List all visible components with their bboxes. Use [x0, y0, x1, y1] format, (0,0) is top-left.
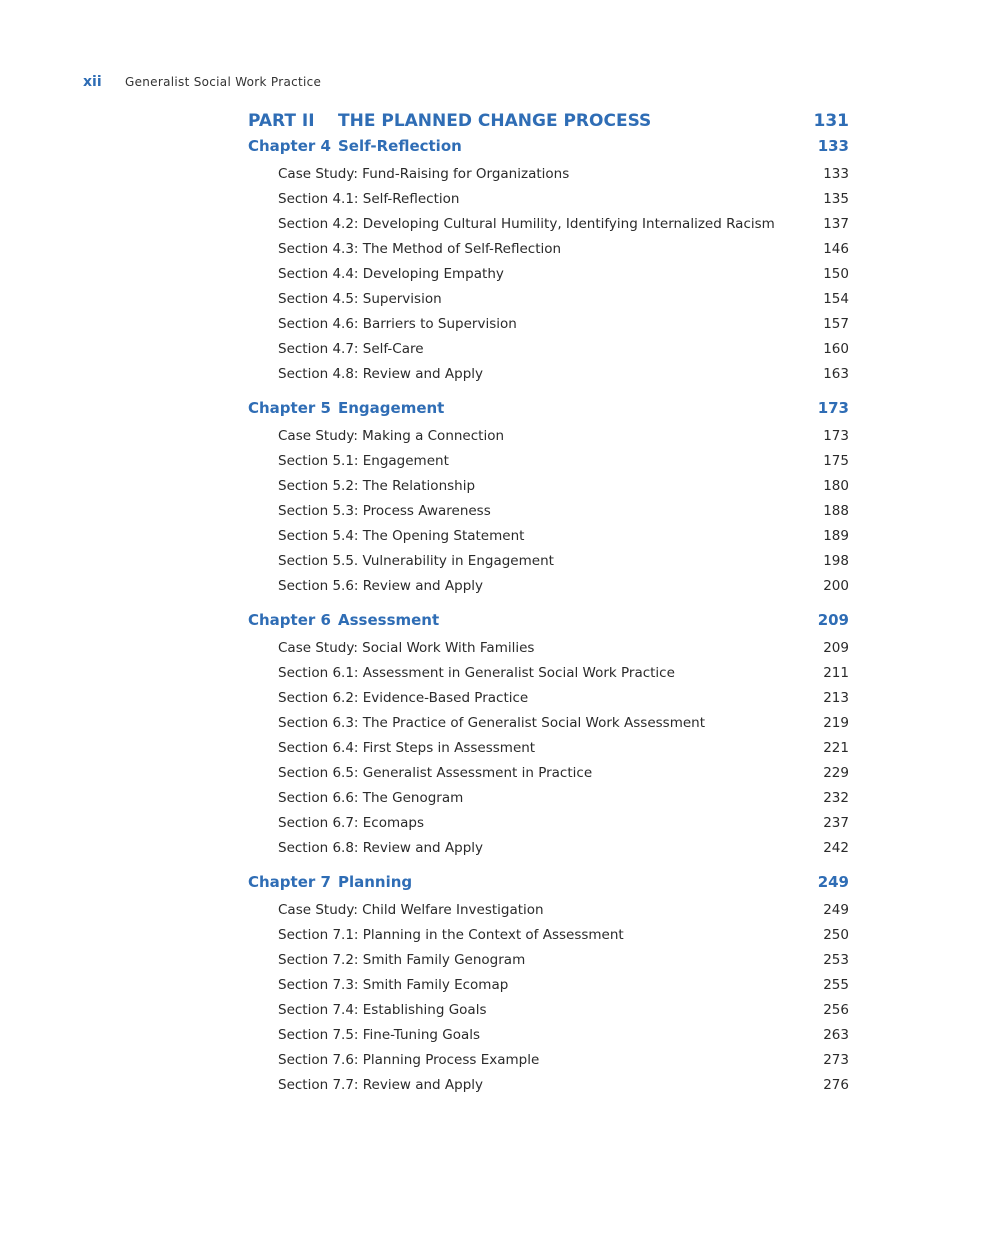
- toc-entry: [248, 341, 849, 366]
- toc-entry-title: Section 7.1: Planning in the Context of Assessment: [278, 927, 624, 943]
- chapter-title: Self-Reflection: [338, 137, 462, 155]
- toc-entry-title: Section 4.3: The Method of Self-Reflection: [278, 241, 562, 257]
- toc-entry: [248, 166, 849, 191]
- toc-entry: [248, 266, 849, 291]
- toc-entry: [248, 690, 849, 715]
- toc-entry: [248, 1002, 849, 1027]
- section-list: [248, 900, 849, 1102]
- toc-entry: [248, 291, 849, 316]
- toc-entry-page-number: 263: [823, 1027, 849, 1043]
- toc-entry: [248, 927, 849, 952]
- toc-entry-page-number: 135: [823, 191, 849, 207]
- toc-entry-page-number: 173: [823, 428, 849, 444]
- toc-entry-page-number: 211: [823, 665, 849, 681]
- toc-entry-page-number: 200: [823, 578, 849, 594]
- toc-entry-title: Section 5.5. Vulnerability in Engagement: [278, 553, 554, 569]
- toc-entry: [248, 428, 849, 453]
- chapter-page-number: 133: [817, 137, 849, 155]
- toc-entry-page-number: 253: [823, 952, 849, 968]
- book-title: Generalist Social Work Practice: [125, 75, 322, 89]
- part-heading: [248, 111, 849, 137]
- toc-entry-title: Case Study: Child Welfare Investigation: [278, 902, 544, 918]
- toc-entry-page-number: 213: [823, 690, 849, 706]
- section-list: [248, 426, 849, 603]
- toc-entry-title: Case Study: Making a Connection: [278, 428, 505, 444]
- toc-entry-title: Section 6.7: Ecomaps: [278, 815, 424, 831]
- chapter-heading: [248, 399, 849, 426]
- toc-entry-title: Section 7.2: Smith Family Genogram: [278, 952, 526, 968]
- toc-entry-title: Section 4.1: Self-Reflection: [278, 191, 460, 207]
- table-of-contents: [248, 111, 849, 1102]
- toc-entry-page-number: 229: [823, 765, 849, 781]
- chapter-heading: [248, 611, 849, 638]
- toc-entry: [248, 902, 849, 927]
- toc-entry-title: Section 5.3: Process Awareness: [278, 503, 491, 519]
- toc-entry-title: Section 6.5: Generalist Assessment in Practice: [278, 765, 593, 781]
- toc-entry-page-number: 232: [823, 790, 849, 806]
- toc-entry-page-number: 175: [823, 453, 849, 469]
- toc-entry-title: Section 7.3: Smith Family Ecomap: [278, 977, 509, 993]
- toc-entry-page-number: 256: [823, 1002, 849, 1018]
- toc-entry-title: Section 5.4: The Opening Statement: [278, 528, 525, 544]
- toc-entry: [248, 840, 849, 865]
- part-title: THE PLANNED CHANGE PROCESS: [338, 111, 652, 131]
- toc-entry-page-number: 180: [823, 478, 849, 494]
- toc-entry: [248, 503, 849, 528]
- toc-entry-page-number: 133: [823, 166, 849, 182]
- chapter-list: [248, 137, 849, 1102]
- chapter-page-number: 173: [817, 399, 849, 417]
- page-folio: xii: [83, 74, 102, 90]
- toc-entry: [248, 316, 849, 341]
- toc-entry: [248, 578, 849, 603]
- toc-entry-title: Section 6.6: The Genogram: [278, 790, 464, 806]
- chapter-page-number: 249: [817, 873, 849, 891]
- toc-entry-page-number: 242: [823, 840, 849, 856]
- chapter-label: Chapter 5: [248, 399, 331, 417]
- chapter-heading: [248, 873, 849, 900]
- toc-entry: [248, 977, 849, 1002]
- chapter-label: Chapter 7: [248, 873, 331, 891]
- toc-entry-title: Section 6.8: Review and Apply: [278, 840, 484, 856]
- toc-entry-page-number: 198: [823, 553, 849, 569]
- toc-entry: [248, 952, 849, 977]
- section-list: [248, 164, 849, 391]
- toc-entry-title: Section 6.1: Assessment in Generalist Social Work Practice: [278, 665, 675, 681]
- toc-entry-page-number: 219: [823, 715, 849, 731]
- toc-entry-title: Section 4.5: Supervision: [278, 291, 442, 307]
- toc-entry-page-number: 250: [823, 927, 849, 943]
- toc-entry: [248, 1077, 849, 1102]
- toc-entry-title: Section 4.4: Developing Empathy: [278, 266, 504, 282]
- chapter-heading: [248, 137, 849, 164]
- part-page-number: 131: [813, 111, 849, 131]
- toc-entry-page-number: 273: [823, 1052, 849, 1068]
- part-label: PART II: [248, 111, 315, 131]
- toc-entry-title: Section 7.4: Establishing Goals: [278, 1002, 487, 1018]
- toc-entry: [248, 478, 849, 503]
- toc-entry-page-number: 154: [823, 291, 849, 307]
- toc-entry: [248, 640, 849, 665]
- running-head: [83, 74, 321, 90]
- toc-entry-title: Section 6.3: The Practice of Generalist Social Work Assessment: [278, 715, 706, 731]
- toc-entry: [248, 241, 849, 266]
- toc-entry: [248, 366, 849, 391]
- toc-entry: [248, 553, 849, 578]
- toc-entry: [248, 765, 849, 790]
- toc-entry-title: Section 7.7: Review and Apply: [278, 1077, 484, 1093]
- toc-entry-title: Section 5.6: Review and Apply: [278, 578, 484, 594]
- toc-entry: [248, 1052, 849, 1077]
- toc-entry: [248, 216, 849, 241]
- toc-entry: [248, 453, 849, 478]
- toc-entry: [248, 815, 849, 840]
- toc-entry: [248, 715, 849, 740]
- toc-entry-title: Section 5.1: Engagement: [278, 453, 449, 469]
- chapter-label: Chapter 4: [248, 137, 331, 155]
- toc-entry-page-number: 255: [823, 977, 849, 993]
- toc-entry-title: Section 5.2: The Relationship: [278, 478, 476, 494]
- toc-entry: [248, 528, 849, 553]
- toc-entry-title: Section 7.5: Fine-Tuning Goals: [278, 1027, 481, 1043]
- chapter-title: Engagement: [338, 399, 445, 417]
- toc-entry-title: Case Study: Fund-Raising for Organizations: [278, 166, 570, 182]
- chapter-title: Assessment: [338, 611, 440, 629]
- chapter-label: Chapter 6: [248, 611, 331, 629]
- chapter-title: Planning: [338, 873, 413, 891]
- toc-entry: [248, 191, 849, 216]
- toc-entry-page-number: 157: [823, 316, 849, 332]
- toc-entry-page-number: 189: [823, 528, 849, 544]
- toc-entry-page-number: 221: [823, 740, 849, 756]
- toc-entry-title: Case Study: Social Work With Families: [278, 640, 535, 656]
- toc-entry-title: Section 4.8: Review and Apply: [278, 366, 484, 382]
- section-list: [248, 638, 849, 865]
- toc-entry: [248, 790, 849, 815]
- toc-entry: [248, 665, 849, 690]
- toc-entry-title: Section 6.2: Evidence-Based Practice: [278, 690, 529, 706]
- toc-entry-title: Section 6.4: First Steps in Assessment: [278, 740, 536, 756]
- toc-entry-page-number: 237: [823, 815, 849, 831]
- toc-entry-title: Section 4.6: Barriers to Supervision: [278, 316, 517, 332]
- toc-entry-page-number: 188: [823, 503, 849, 519]
- toc-entry-page-number: 249: [823, 902, 849, 918]
- chapter-page-number: 209: [817, 611, 849, 629]
- toc-entry: [248, 1027, 849, 1052]
- toc-entry-page-number: 150: [823, 266, 849, 282]
- toc-entry-page-number: 160: [823, 341, 849, 357]
- toc-entry-title: Section 4.7: Self-Care: [278, 341, 424, 357]
- toc-entry-page-number: 146: [823, 241, 849, 257]
- toc-entry: [248, 740, 849, 765]
- toc-entry-page-number: 137: [823, 216, 849, 232]
- toc-entry-page-number: 163: [823, 366, 849, 382]
- toc-entry-title: Section 4.2: Developing Cultural Humility, Identifying Internalized Racism: [278, 216, 775, 232]
- toc-entry-page-number: 209: [823, 640, 849, 656]
- toc-entry-title: Section 7.6: Planning Process Example: [278, 1052, 540, 1068]
- toc-entry-page-number: 276: [823, 1077, 849, 1093]
